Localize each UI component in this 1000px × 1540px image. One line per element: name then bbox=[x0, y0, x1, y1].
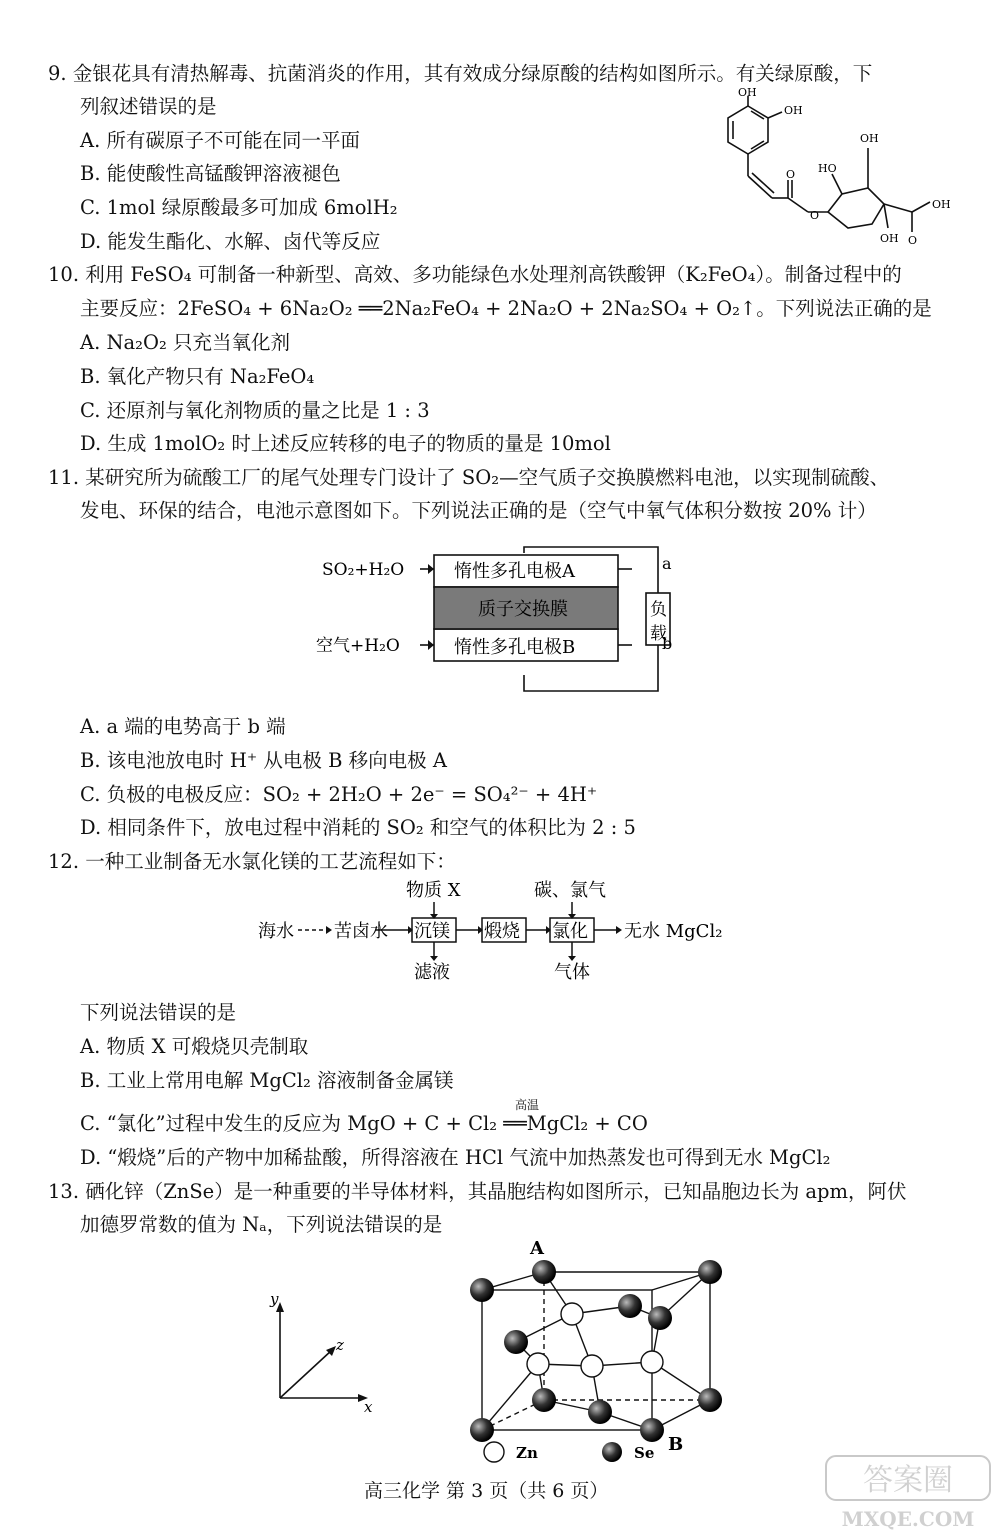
se-atom bbox=[470, 1418, 494, 1442]
coordinate-axes bbox=[262, 1290, 382, 1420]
znse-unit-cell bbox=[460, 1236, 750, 1476]
axis-x-label: x bbox=[364, 1398, 373, 1416]
legend-zn-marker bbox=[484, 1442, 504, 1462]
flow-product: 无水 MgCl₂ bbox=[624, 921, 723, 942]
struct-label-o-ester: O bbox=[810, 209, 820, 222]
q13-stem-line2: 加德罗常数的值为 Nₐ，下列说法错误的是 bbox=[80, 1213, 443, 1236]
flow-calcine-step: 煅烧 bbox=[484, 921, 520, 942]
legend-zn-label: Zn bbox=[516, 1444, 538, 1462]
struct-label-ho: HO bbox=[818, 162, 837, 175]
axis-z-label: z bbox=[336, 1336, 344, 1354]
load-label-1: 负 bbox=[650, 600, 667, 620]
legend-se-label: Se bbox=[634, 1444, 655, 1462]
q11-stem-line1: 11. 某研究所为硫酸工厂的尾气处理专门设计了 SO₂—空气质子交换膜燃料电池，以实现制硫酸、 bbox=[48, 466, 890, 489]
q9-option-a: A. 所有碳原子不可能在同一平面 bbox=[80, 129, 360, 152]
struct-label-oh-1: OH bbox=[738, 86, 757, 99]
zn-atom bbox=[561, 1303, 583, 1325]
se-atom bbox=[532, 1260, 556, 1284]
se-atom bbox=[588, 1400, 612, 1424]
zn-atom bbox=[641, 1351, 663, 1373]
chlorogenic-acid-structure bbox=[700, 84, 960, 254]
q11-option-c: C. 负极的电极反应：SO₂ + 2H₂O + 2e⁻ = SO₄²⁻ + 4H⁺ bbox=[80, 783, 598, 806]
load-label-2: 载 bbox=[650, 624, 667, 644]
q10-stem-line1: 10. 利用 FeSO₄ 可制备一种新型、高效、多功能绿色水处理剂高铁酸钾（K₂FeO₄）。制备过程中的 bbox=[48, 263, 902, 286]
se-atom bbox=[698, 1260, 722, 1284]
flow-gas: 气体 bbox=[554, 962, 590, 983]
q9-option-c: C. 1mol 绿原酸最多可加成 6molH₂ bbox=[80, 196, 398, 219]
struct-label-oh-3: OH bbox=[860, 132, 879, 145]
fuel-cell-input-bottom: 空气+H₂O bbox=[316, 636, 400, 656]
q10-option-c: C. 还原剂与氧化剂物质的量之比是 1 : 3 bbox=[80, 399, 430, 422]
struct-label-o-acid: O bbox=[908, 234, 918, 247]
q12-option-b: B. 工业上常用电解 MgCl₂ 溶液制备金属镁 bbox=[80, 1069, 454, 1092]
q10-stem-line2: 主要反应：2FeSO₄ + 6Na₂O₂ ══2Na₂FeO₄ + 2Na₂O + 2Na₂SO₄ + O₂↑。下列说法正确的是 bbox=[80, 297, 932, 320]
q12-condition-high-temp: 高温 bbox=[515, 1098, 540, 1112]
terminal-b-label: b bbox=[662, 634, 673, 653]
se-atom bbox=[698, 1388, 722, 1412]
q11-option-a: A. a 端的电势高于 b 端 bbox=[80, 715, 286, 738]
q12-prompt: 下列说法错误的是 bbox=[80, 1001, 237, 1024]
watermark-line2: MXQE.COM bbox=[841, 1507, 975, 1531]
fuel-cell-diagram bbox=[310, 545, 690, 695]
zn-atom bbox=[527, 1353, 549, 1375]
q11-option-b: B. 该电池放电时 H⁺ 从电极 B 移向电极 A bbox=[80, 749, 447, 772]
flow-reagent-carbon-chlorine: 碳、氯气 bbox=[534, 880, 606, 901]
q13-stem-line1: 13. 硒化锌（ZnSe）是一种重要的半导体材料，其晶胞结构如图所示，已知晶胞边长为 apm，阿伏 bbox=[48, 1180, 907, 1203]
q9-stem-line2: 列叙述错误的是 bbox=[80, 95, 217, 118]
flow-reagent-x: 物质 X bbox=[406, 880, 461, 901]
se-atom bbox=[470, 1278, 494, 1302]
watermark-line1: 答案圈 bbox=[863, 1463, 953, 1498]
flow-filtrate: 滤液 bbox=[414, 962, 450, 983]
se-atom bbox=[618, 1294, 642, 1318]
crystal-label-a: A bbox=[530, 1238, 544, 1259]
q10-option-d: D. 生成 1molO₂ 时上述反应转移的电子的物质的量是 10mol bbox=[80, 432, 611, 455]
q11-option-d: D. 相同条件下，放电过程中消耗的 SO₂ 和空气的体积比为 2 : 5 bbox=[80, 816, 636, 839]
q9-option-d: D. 能发生酯化、水解、卤代等反应 bbox=[80, 230, 381, 253]
struct-label-o-carbonyl: O bbox=[786, 168, 796, 181]
q9-option-b: B. 能使酸性高锰酸钾溶液褪色 bbox=[80, 162, 341, 185]
flow-seawater: 海水 bbox=[258, 921, 294, 942]
terminal-a-label: a bbox=[662, 554, 672, 573]
watermark-logo bbox=[822, 1452, 994, 1536]
struct-label-oh-acid: OH bbox=[932, 198, 951, 211]
q10-option-a: A. Na₂O₂ 只充当氧化剂 bbox=[80, 331, 290, 354]
struct-label-oh-ring: OH bbox=[880, 232, 899, 245]
q9-stem-line1: 9. 金银花具有清热解毒、抗菌消炎的作用，其有效成分绿原酸的结构如图所示。有关绿原酸，下 bbox=[48, 62, 873, 85]
se-atom bbox=[532, 1388, 556, 1412]
legend-se-marker bbox=[602, 1442, 622, 1462]
zn-atom bbox=[581, 1355, 603, 1377]
membrane-label: 质子交换膜 bbox=[478, 599, 568, 620]
q11-stem-line2: 发电、环保的结合，电池示意图如下。下列说法正确的是（空气中氧气体积分数按 20% 计） bbox=[80, 499, 877, 522]
q12-stem: 12. 一种工业制备无水氯化镁的工艺流程如下： bbox=[48, 850, 456, 873]
flow-precipitate-step: 沉镁 bbox=[414, 921, 450, 942]
struct-label-oh-2: OH bbox=[784, 104, 803, 117]
se-atom bbox=[640, 1418, 664, 1442]
q12-option-c: C. “氯化”过程中发生的反应为 MgO + C + Cl₂ ══MgCl₂ + CO bbox=[80, 1112, 648, 1135]
electrode-a-label: 惰性多孔电极A bbox=[454, 561, 575, 582]
electrode-b-label: 惰性多孔电极B bbox=[454, 637, 576, 658]
flow-bittern: 苦卤水 bbox=[334, 921, 388, 942]
q12-option-d: D. “煅烧”后的产物中加稀盐酸，所得溶液在 HCl 气流中加热蒸发也可得到无水 MgCl₂ bbox=[80, 1146, 831, 1169]
page-footer: 高三化学 第 3 页（共 6 页） bbox=[364, 1480, 609, 1502]
q10-option-b: B. 氧化产物只有 Na₂FeO₄ bbox=[80, 365, 315, 388]
fuel-cell-input-top: SO₂+H₂O bbox=[322, 560, 405, 580]
process-flow-diagram bbox=[258, 872, 738, 988]
q12-option-a: A. 物质 X 可煅烧贝壳制取 bbox=[80, 1035, 309, 1058]
crystal-label-b: B bbox=[668, 1434, 684, 1455]
flow-chlorinate-step: 氯化 bbox=[552, 921, 588, 942]
se-atom bbox=[504, 1330, 528, 1354]
se-atom bbox=[648, 1306, 672, 1330]
axis-y-label: y bbox=[270, 1290, 279, 1308]
